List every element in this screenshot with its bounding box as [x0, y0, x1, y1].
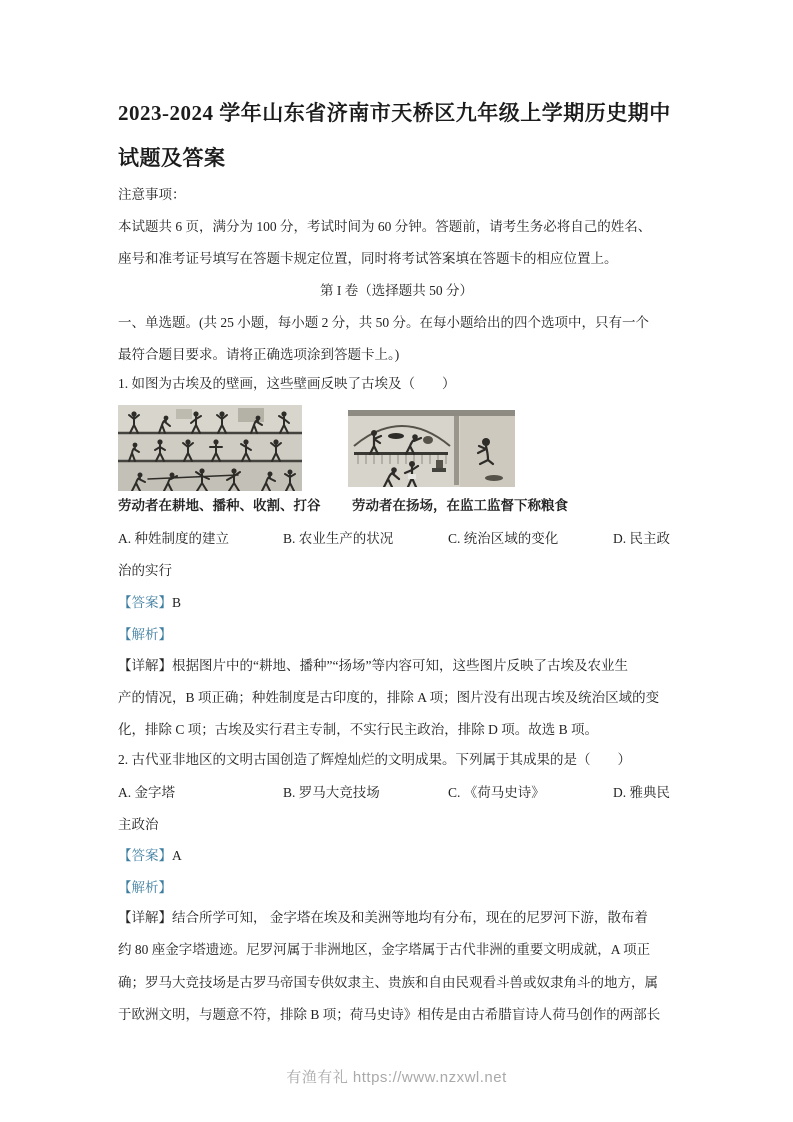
- answer-value: B: [172, 595, 182, 610]
- question2-option-c: C. 《荷马史诗》: [448, 785, 545, 800]
- answer-value: A: [172, 848, 182, 863]
- notice-line-2: 座号和准考证号填写在答题卡规定位置，同时将考试答案填在答题卡的相应位置上。: [118, 251, 618, 266]
- egyptian-mural-farming-image: [118, 405, 302, 491]
- question2-detail-line-3: 确；罗马大竞技场是古罗马帝国专供奴隶主、贵族和自由民观看斗兽或奴隶角斗的地方，属: [118, 975, 658, 990]
- question1-analysis-line: [118, 625, 172, 645]
- question2-detail-line-4: 于欧洲文明，与题意不符，排除 B 项；荷马史诗》相传是由古希腊盲诗人荷马创作的两部长: [118, 1007, 661, 1022]
- notice-line-1: 本试题共 6 页，满分为 100 分，考试时间为 60 分钟。答题前，请考生务必将自己的姓名、: [118, 219, 652, 234]
- question1-options-row: [118, 529, 680, 549]
- question1-answer-line: [118, 593, 181, 613]
- page-title-line-1: 2023-2024 学年山东省济南市天桥区九年级上学期历史期中: [118, 101, 671, 125]
- question2-option-b: B. 罗马大竞技场: [283, 785, 380, 800]
- analysis-marker: 【解析】: [118, 880, 172, 895]
- analysis-marker: 【解析】: [118, 627, 172, 642]
- section-header: 第 I 卷（选择题共 50 分）: [320, 283, 473, 298]
- question1-detail-line-2: 产的情况，B 项正确；种姓制度是古印度的，排除 A 项；图片没有出现古埃及统治区域的变: [118, 690, 660, 705]
- question2-option-d: D. 雅典民: [613, 785, 670, 800]
- egyptian-mural-winnowing-image: [348, 410, 515, 487]
- question1-detail-line-3: 化，排除 C 项；古埃及实行君主专制，不实行民主政治，排除 D 项。故选 B 项。: [118, 722, 599, 737]
- question2-detail-line-1: 【详解】结合所学可知， 金字塔在埃及和美洲等地均有分布，现在的尼罗河下游，散布着: [118, 910, 648, 925]
- site-watermark: 有渔有礼 https://www.nzxwl.net: [286, 1069, 507, 1086]
- notice-heading: 注意事项：: [118, 187, 186, 202]
- answer-marker: 【答案】: [118, 595, 172, 610]
- question2-analysis-line: [118, 878, 172, 898]
- question1-stem: 1. 如图为古埃及的壁画，这些壁画反映了古埃及（ ）: [118, 376, 456, 391]
- question2-stem: 2. 古代亚非地区的文明古国创造了辉煌灿烂的文明成果。下列属于其成果的是（ ）: [118, 752, 631, 767]
- question1-detail-line-1: 【详解】根据图片中的“耕地、播种”“扬场”等内容可知，这些图片反映了古埃及农业生: [118, 658, 628, 673]
- question1-option-b: B. 农业生产的状况: [283, 531, 394, 546]
- question1-option-c: C. 统治区域的变化: [448, 531, 559, 546]
- section-intro-line-1: 一、单选题。(共 25 小题，每小题 2 分，共 50 分。在每小题给出的四个选项中，只有一个: [118, 315, 649, 330]
- egyptian-mural-winnowing-svg: [348, 410, 515, 487]
- question2-options-row: [118, 783, 680, 803]
- mural-left-caption: 劳动者在耕地、播种、收割、打谷: [118, 498, 321, 513]
- answer-marker: 【答案】: [118, 848, 172, 863]
- mural-right-caption: 劳动者在扬场，在监工监督下称粮食: [352, 498, 568, 513]
- question2-detail-line-2: 约 80 座金字塔遗迹。尼罗河属于非洲地区，金字塔属于古代非洲的重要文明成就，A 项正: [118, 942, 651, 957]
- question1-option-d: D. 民主政: [613, 531, 670, 546]
- question1-option-d-wrap: 治的实行: [118, 563, 172, 578]
- question2-option-a: A. 金字塔: [118, 785, 175, 800]
- question2-option-d-wrap: 主政治: [118, 817, 159, 832]
- question1-option-a: A. 种姓制度的建立: [118, 531, 229, 546]
- page-title-line-2: 试题及答案: [118, 146, 226, 170]
- section-intro-line-2: 最符合题目要求。请将正确选项涂到答题卡上。): [118, 347, 400, 362]
- egyptian-mural-farming-svg: [118, 405, 302, 491]
- question2-answer-line: [118, 846, 182, 866]
